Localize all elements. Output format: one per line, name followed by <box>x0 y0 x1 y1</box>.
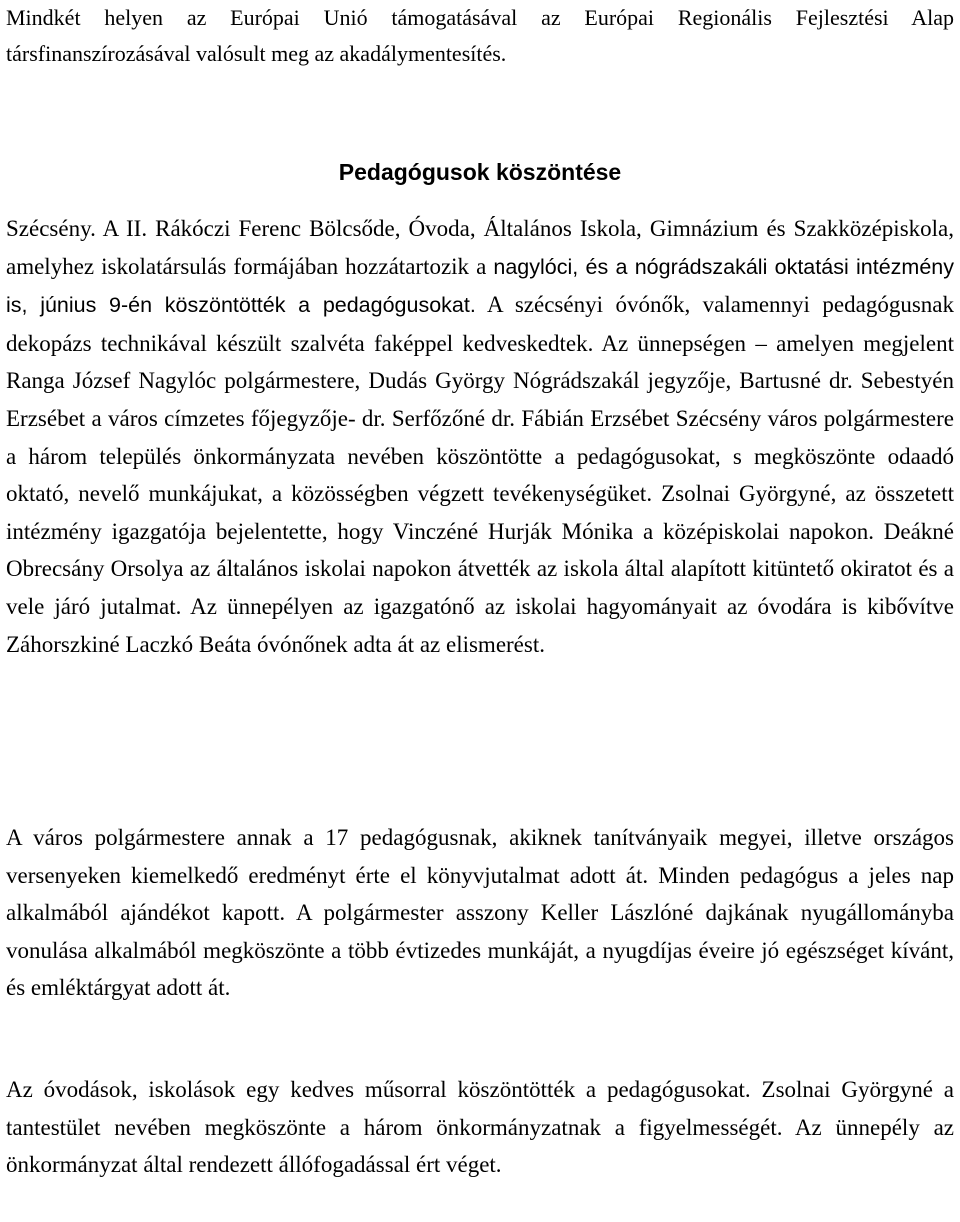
paragraph-1-opening: Szécsény. A II. Rákóczi Ferenc Bölcsőde, Óvoda, Általános Iskola, Gimnázium és Szakközépiskola, amelyhez iskolatársulás formájában hozzátartozik a <box>6 216 954 279</box>
article-heading: Pedagógusok köszöntése <box>338 159 622 185</box>
intro-paragraph: Mindkét helyen az Európai Unió támogatásával az Európai Regionális Fejlesztési Alap társfinanszírozásával valósult meg az akadálymentesítés. <box>6 5 954 66</box>
document-page <box>6 0 954 1178</box>
article-paragraph-3: Az óvodások, iskolások egy kedves műsorral köszöntötték a pedagógusokat. Zsolnai Györgyné a tantestület nevében megköszönte a három önkormányzatnak a figyelmességét. Az ünnepély az önkormányzat által rendezett állófogadással ért véget. <box>6 1077 954 1178</box>
paragraph-1-sans-run: nagylóci, és a nógrádszakáli oktatási intézmény is, június 9-én köszöntötték a pedagógusokat. <box>6 254 954 318</box>
paragraph-1-rest: A szécsényi óvónők, valamennyi pedagógusnak dekopázs technikával készült szalvéta faképpel kedveskedtek. Az ünnepségen – amelyen megjelent Ranga József Nagylóc polgármestere, Dudás György Nógrádszakál jegyzője, Bartusné dr. Sebestyén Erzsébet a város címzetes főjegyzője- dr. Serfőzőné dr. Fábián Erzsébet Szécsény város polgármestere a három település önkormányzata nevében köszöntötte a pedagógusokat, s megköszönte odaadó oktató, nevelő munkájukat, a közösségben végzett tevékenységüket. Zsolnai Györgyné, az összetett intézmény igazgatója bejelentette, hogy Vinczéné Hurják Mónika a középiskolai napokon. Deákné Obrecsány Orsolya az általános iskolai napokon átvették az iskola által alapított kitüntető okiratot és a vele járó jutalmat. Az ünnepélyen az igazgatónő az iskolai hagyományait az óvodára is kibővítve Záhorszkiné Laczkó Beáta óvónőnek adta át az elismerést. <box>6 292 954 657</box>
article-paragraph-1 <box>6 210 954 663</box>
article-paragraph-2: A város polgármestere annak a 17 pedagógusnak, akiknek tanítványaik megyei, illetve országos versenyeken kiemelkedő eredményt érte el könyvjutalmat adott át. Minden pedagógus a jeles nap alkalmából ajándékot kapott. A polgármester asszony Keller Lászlóné dajkának nyugállományba vonulása alkalmából megköszönte a több évtizedes munkáját, a nyugdíjas éveire jó egészséget kívánt, és emléktárgyat adott át. <box>6 825 954 1001</box>
